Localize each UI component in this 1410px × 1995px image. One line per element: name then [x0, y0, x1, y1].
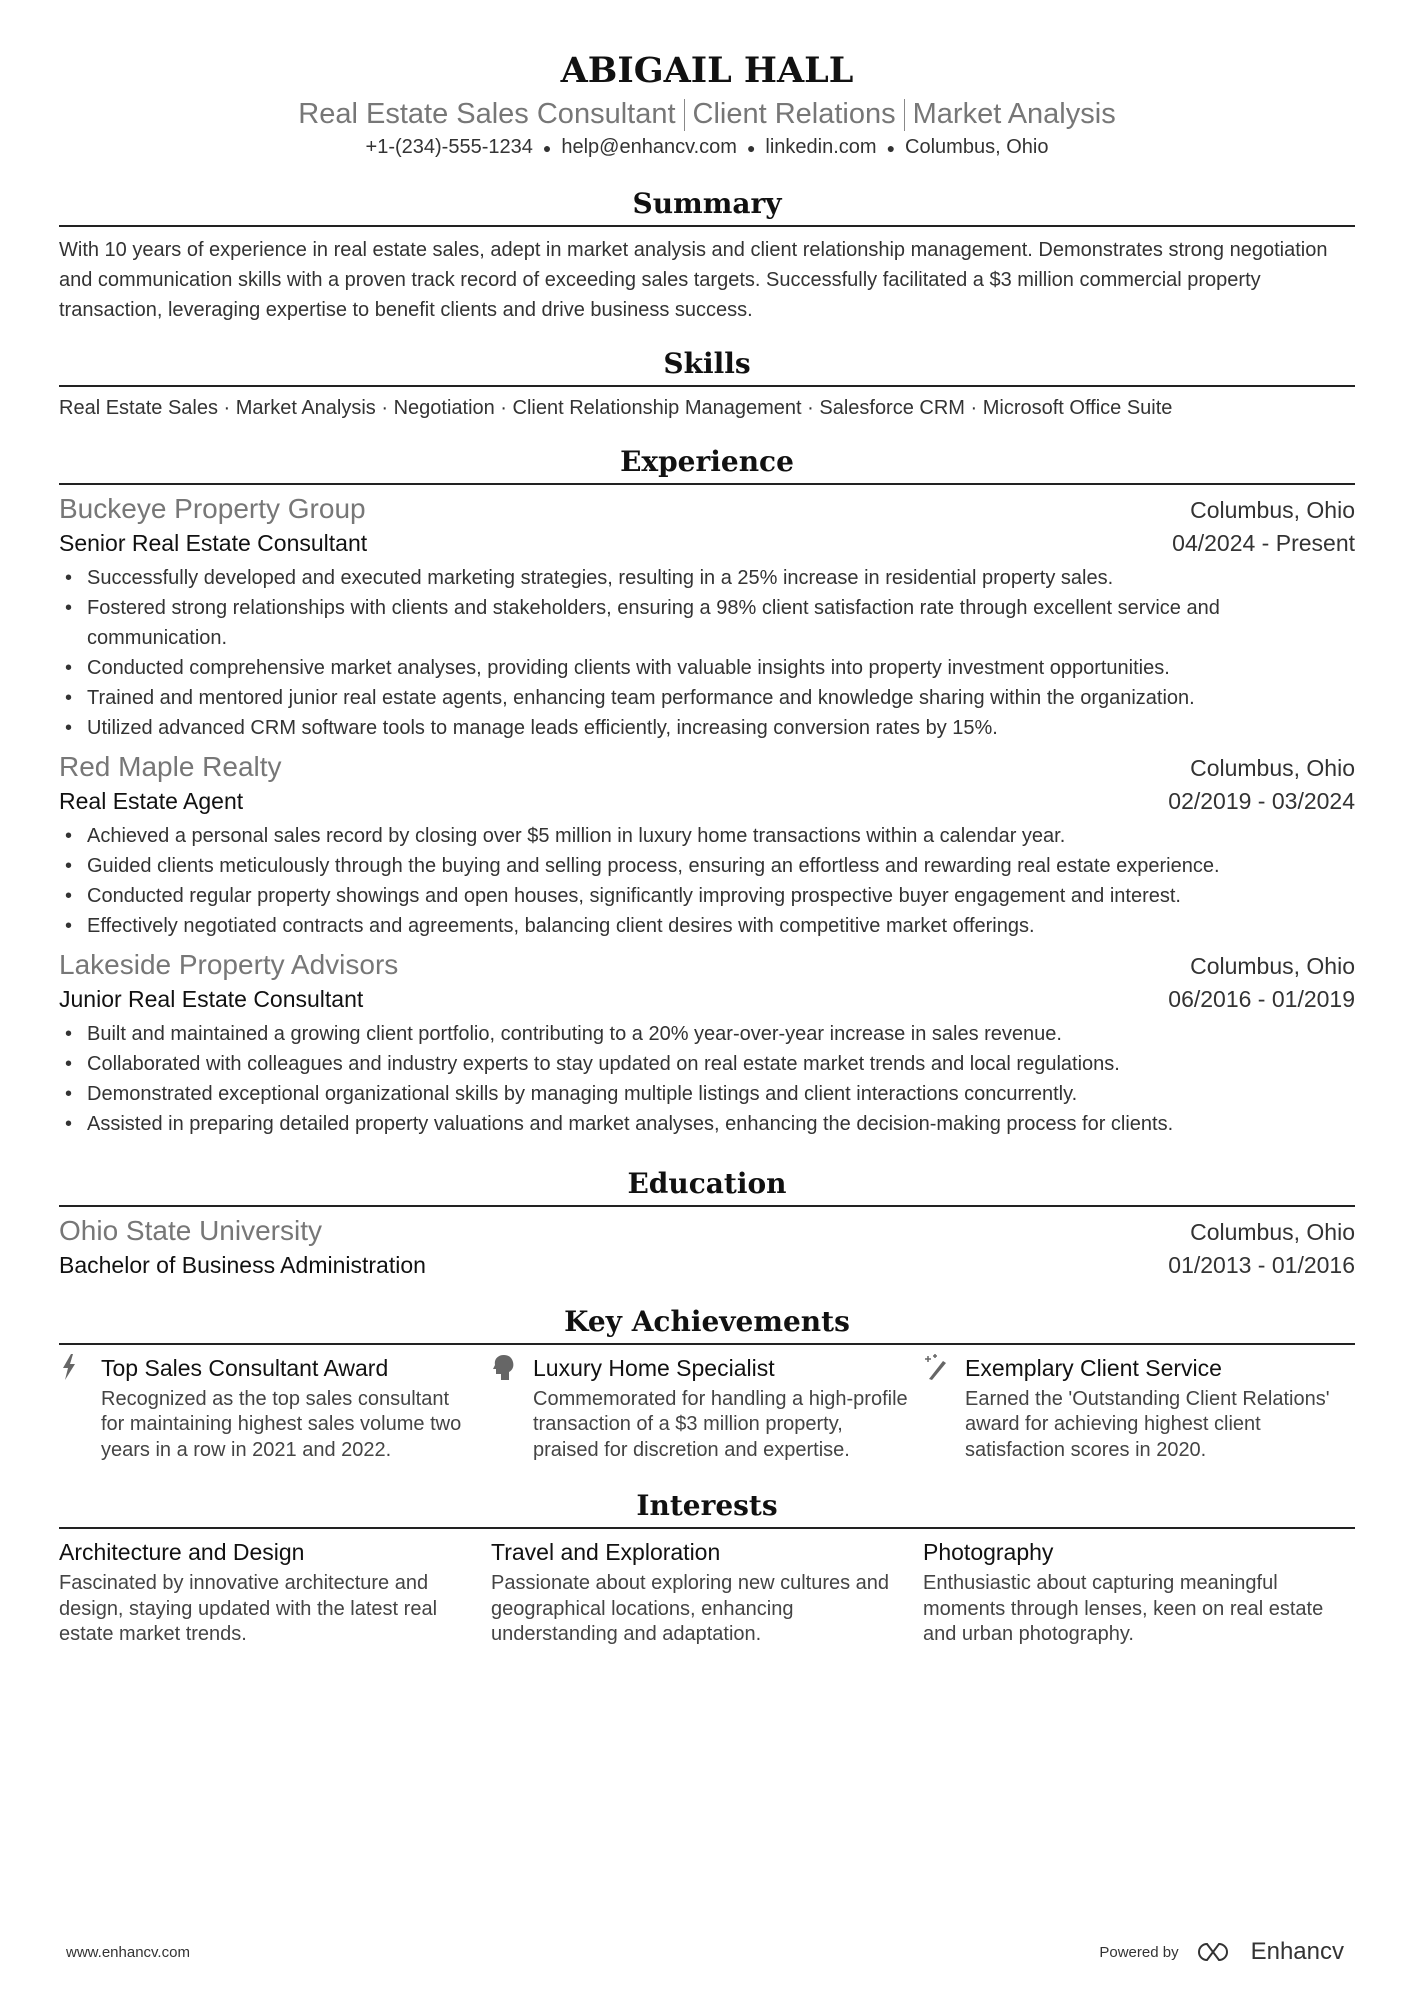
divider	[904, 99, 905, 131]
bullet-item: • Achieved a personal sales record by closing over $5 million in luxury home transactions within a calendar year.	[59, 821, 1355, 851]
experience-section	[59, 443, 1355, 1139]
interest-description: Passionate about exploring new cultures and geographical locations, enhancing understanding and adaptation.	[491, 1572, 890, 1646]
education-section	[59, 1165, 1355, 1281]
school-location: Columbus, Ohio	[1190, 1218, 1355, 1245]
company-name: Red Maple Realty	[59, 750, 282, 782]
degree: Bachelor of Business Administration	[59, 1251, 426, 1278]
section-title: Key Achievements	[59, 1303, 1355, 1345]
achievements-section	[59, 1303, 1355, 1464]
skills-list: Real Estate Sales · Market Analysis · Negotiation · Client Relationship Management · Salesforce CRM · Microsoft Office Suite	[59, 396, 1173, 419]
powered-by	[1099, 1938, 1344, 1966]
bullet-item: • Trained and mentored junior real estate agents, enhancing team performance and knowledge sharing within the organization.	[59, 683, 1355, 713]
interests-section	[59, 1487, 1355, 1648]
bullet-item: • Built and maintained a growing client portfolio, contributing to a 20% year-over-year increase in sales revenue.	[59, 1019, 1355, 1049]
job-dates: 02/2019 - 03/2024	[1168, 787, 1355, 814]
achievement-item	[59, 1353, 491, 1464]
resume	[59, 0, 1355, 1648]
bullet-separator: ●	[746, 139, 756, 156]
achievement-description: Recognized as the top sales consultant for maintaining highest sales volume two years in a row in 2021 and 2022.	[101, 1387, 462, 1461]
head-icon	[491, 1353, 533, 1464]
bullet-separator: ●	[886, 139, 896, 156]
website-link[interactable]: www.enhancv.com	[66, 1943, 190, 1961]
education-dates: 01/2013 - 01/2016	[1168, 1251, 1355, 1278]
job-title: Senior Real Estate Consultant	[59, 529, 368, 556]
magic-wand-icon	[923, 1353, 965, 1464]
footer	[66, 1938, 1344, 1966]
school-name: Ohio State University	[59, 1214, 322, 1246]
achievement-title: Top Sales Consultant Award	[101, 1354, 389, 1381]
company-name: Buckeye Property Group	[59, 492, 366, 524]
bullet-item: • Assisted in preparing detailed property valuations and market analyses, enhancing the decision-making process for clients.	[59, 1109, 1355, 1139]
job-dates: 04/2024 - Present	[1172, 529, 1355, 556]
bullet-item: • Collaborated with colleagues and industry experts to stay updated on real estate market trends and local regulations.	[59, 1049, 1355, 1079]
company-name: Lakeside Property Advisors	[59, 948, 399, 980]
job-bullets	[59, 821, 1355, 941]
job-bullets	[59, 1019, 1355, 1139]
interest-description: Fascinated by innovative architecture and design, staying updated with the latest real estate market trends.	[59, 1572, 438, 1646]
section-title: Skills	[59, 345, 1355, 387]
divider	[684, 99, 685, 131]
job-title: Real Estate Agent	[59, 787, 244, 814]
bullet-separator: ●	[542, 139, 552, 156]
achievement-item	[923, 1353, 1355, 1464]
job-dates: 06/2016 - 01/2019	[1168, 985, 1355, 1012]
bullet-item: • Effectively negotiated contracts and agreements, balancing client desires with competitive market offerings.	[59, 911, 1355, 941]
bullet-item: • Successfully developed and executed marketing strategies, resulting in a 25% increase in residential property sales.	[59, 563, 1355, 593]
job-bullets	[59, 563, 1355, 743]
job-location: Columbus, Ohio	[1190, 952, 1355, 979]
achievement-description: Commemorated for handling a high-profile transaction of a $3 million property, praised for discretion and expertise.	[533, 1387, 908, 1461]
candidate-name: ABIGAIL HALL	[560, 50, 854, 91]
bullet-item: • Fostered strong relationships with clients and stakeholders, ensuring a 98% client satisfaction rate through excellent service and communication.	[59, 593, 1355, 653]
job-entry	[59, 947, 1355, 1139]
section-title: Summary	[59, 185, 1355, 227]
section-title: Education	[59, 1165, 1355, 1207]
interest-title: Photography	[923, 1539, 1054, 1566]
summary-text: With 10 years of experience in real estate sales, adept in market analysis and client relationship management. Demonstrates strong negotiation and communication skills with a proven track record of exceeding sales targets. Successfully facilitated a $3 million commercial property transaction, leveraging expertise to benefit clients and drive business success.	[59, 238, 1328, 321]
bullet-item: • Conducted regular property showings and open houses, significantly improving prospective buyer engagement and interest.	[59, 881, 1355, 911]
achievement-title: Luxury Home Specialist	[533, 1354, 775, 1381]
section-title: Interests	[59, 1487, 1355, 1529]
headline	[59, 96, 1355, 132]
education-entry	[59, 1213, 1355, 1281]
interest-title: Travel and Exploration	[491, 1539, 721, 1566]
enhancv-logo-icon	[1193, 1940, 1237, 1964]
powered-by-label: Powered by	[1099, 1943, 1179, 1961]
section-title: Experience	[59, 443, 1355, 485]
achievement-title: Exemplary Client Service	[965, 1354, 1222, 1381]
lightning-icon	[59, 1353, 101, 1464]
headline-item: Real Estate Sales Consultant	[298, 98, 676, 130]
job-location: Columbus, Ohio	[1190, 754, 1355, 781]
bullet-item: • Utilized advanced CRM software tools to manage leads efficiently, increasing conversion rates by 15%.	[59, 713, 1355, 743]
email-link[interactable]: help@enhancv.com	[561, 136, 737, 158]
interest-title: Architecture and Design	[59, 1539, 305, 1566]
job-title: Junior Real Estate Consultant	[59, 985, 364, 1012]
bullet-item: • Conducted comprehensive market analyses, providing clients with valuable insights into property investment opportunities.	[59, 653, 1355, 683]
interest-item	[59, 1537, 491, 1648]
headline-item: Client Relations	[692, 98, 896, 130]
achievement-item	[491, 1353, 923, 1464]
interest-item	[491, 1537, 923, 1648]
interest-item	[923, 1537, 1355, 1648]
achievement-description: Earned the 'Outstanding Client Relations' award for achieving highest client satisfaction scores in 2020.	[965, 1387, 1330, 1461]
contact-info	[59, 134, 1355, 161]
bullet-item: • Guided clients meticulously through the buying and selling process, ensuring an effortless and rewarding real estate experience.	[59, 851, 1355, 881]
job-entry	[59, 749, 1355, 941]
brand-name: Enhancv	[1250, 1938, 1344, 1965]
job-entry	[59, 491, 1355, 743]
summary-section	[59, 185, 1355, 325]
phone[interactable]: +1-(234)-555-1234	[365, 136, 533, 158]
linkedin-link[interactable]: linkedin.com	[765, 136, 877, 158]
skills-section	[59, 345, 1355, 423]
headline-item: Market Analysis	[912, 98, 1116, 130]
interest-description: Enthusiastic about capturing meaningful moments through lenses, keen on real estate and urban photography.	[923, 1572, 1324, 1646]
job-location: Columbus, Ohio	[1190, 496, 1355, 523]
location: Columbus, Ohio	[905, 136, 1049, 158]
bullet-item: • Demonstrated exceptional organizational skills by managing multiple listings and client interactions concurrently.	[59, 1079, 1355, 1109]
